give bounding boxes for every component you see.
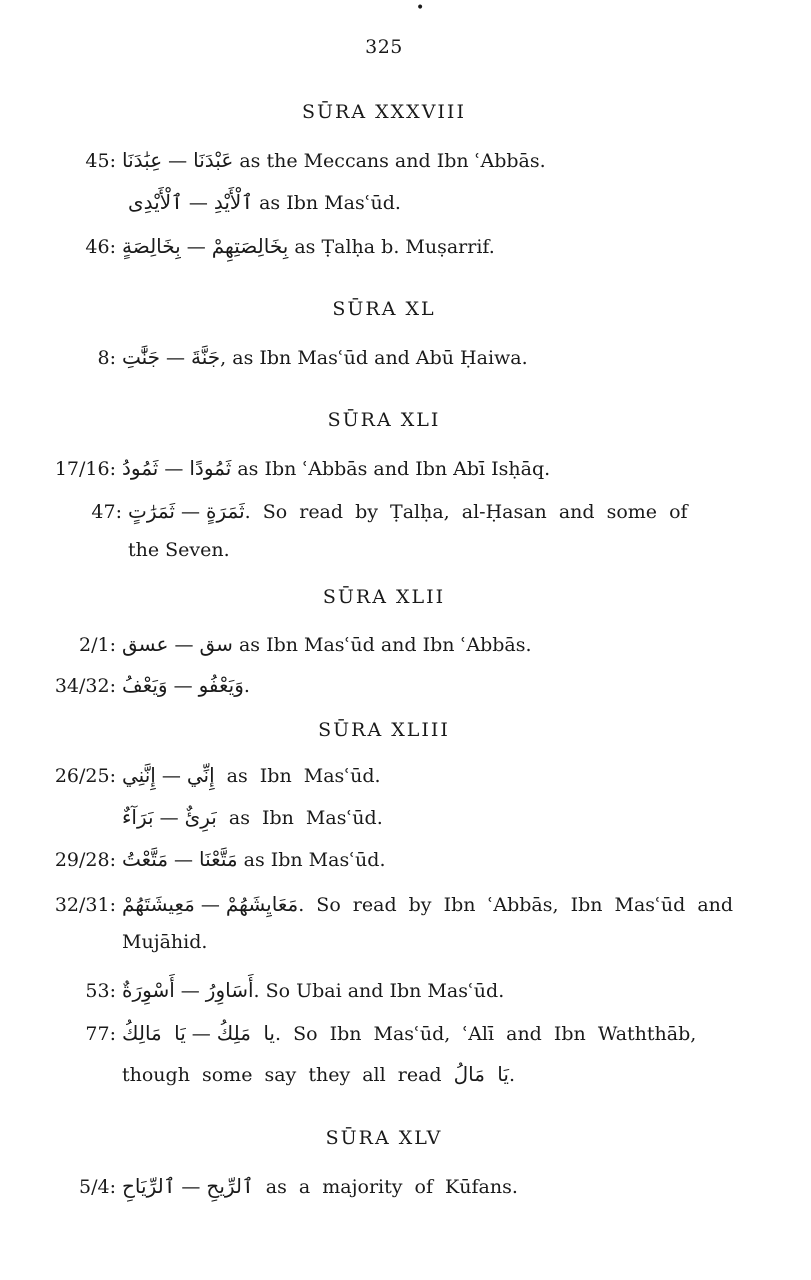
arabic-reading-variant: بِخَالِصَةٍ — [122, 234, 181, 258]
arabic-reading: ثَمُودًا — [189, 456, 232, 480]
arabic-reading: مَعَايِشَهُمْ — [225, 892, 299, 916]
arabic-reading-variant: عِبَٰدَنَا — [122, 148, 163, 172]
entry-line: 77: يَا مَالِكُ — يا مَلِكُ. So Ibn Masʿūd, ʿAlī and Ibn Waththāb, — [40, 1021, 696, 1045]
sura-heading: SŪRA XL — [332, 298, 436, 320]
arabic-reading: ٱلْأَيْدِ — [213, 190, 254, 214]
verse-number: 46: — [85, 236, 116, 258]
entry-line: 46: بِخَالِصَةٍ — بِخَالِصَتِهِمْ as Ṭalḥa b. Muṣarrif. — [40, 234, 495, 258]
arabic-reading-variant: بَرَآءٌ — [122, 805, 154, 829]
sura-heading: SŪRA XXXVIII — [302, 101, 466, 123]
entry-line: ٱلْأَيْدِى — ٱلْأَيْدِ as Ibn Masʿūd. — [128, 190, 401, 214]
continuation-text: though some say they all read — [122, 1064, 442, 1086]
arabic-reading: يا مَلِكُ — [216, 1021, 275, 1045]
verse-number: 32/31: — [54, 894, 116, 916]
entry-line: 8: جَنَّٰتِ — جَنَّةَ, as Ibn Masʿūd and Abū Ḥaiwa. — [40, 345, 528, 369]
arabic-reading-variant: ٱلرِّيَاحِ — [122, 1174, 176, 1198]
verse-number: 34/32: — [54, 675, 116, 697]
verse-number: 53: — [85, 980, 116, 1002]
entry-line: بَرَآءٌ — بَرِئٌ as Ibn Masʿūd. — [122, 805, 383, 829]
entry-line: 17/16: ثَمُودُ — ثَمُودًا as Ibn ʿAbbās and Ibn Abī Isḥāq. — [40, 456, 550, 480]
entry-line: 34/32: وَيَعْفُ — وَيَعْفُو. — [40, 673, 250, 697]
entry-line: 5/4: ٱلرِّيَاحِ — ٱلرِّيحِ as a majority of Kūfans. — [40, 1174, 518, 1198]
entry-note: as Ibn ʿAbbās and Ibn Abī Isḥāq. — [237, 458, 551, 480]
entry-note: as Ibn Masʿūd. — [226, 765, 381, 787]
entry-note: as Ibn Masʿūd. — [228, 807, 383, 829]
entry-note: . So Ubai and Ibn Masʿūd. — [253, 980, 505, 1002]
verse-number: 77: — [85, 1023, 116, 1045]
arabic-reading-variant: وَيَعْفُ — [122, 673, 168, 697]
arabic-reading: بِخَالِصَتِهِمْ — [211, 234, 289, 258]
arabic-reading-variant: أَسْوِرَةٌ — [122, 978, 175, 1002]
entry-line: 32/31: مَعِيشَتَهُمْ — مَعَايِشَهُمْ. So read by Ibn ʿAbbās, Ibn Masʿūd and — [40, 892, 733, 916]
entry-line: 45: عِبَٰدَنَا — عَبْدَنَا as the Meccans and Ibn ʿAbbās. — [40, 148, 546, 172]
entry-note: as Ibn Masʿūd. — [243, 849, 386, 871]
arabic-reading: ٱلرِّيحِ — [206, 1174, 254, 1198]
entry-note: as Ṭalḥa b. Muṣarrif. — [294, 236, 495, 258]
entry-note: . — [243, 675, 250, 697]
sura-heading: SŪRA XLIII — [318, 719, 450, 741]
verse-number: 47: — [91, 501, 122, 523]
entry-line: 29/28: مَتَّعْتُ — مَتَّعْنَا as Ibn Masʿūd. — [40, 847, 386, 871]
entry-note: . So read by Ibn ʿAbbās, Ibn Masʿūd and — [298, 894, 734, 916]
entry-note: , as Ibn Masʿūd and Abū Ḥaiwa. — [220, 347, 528, 369]
entry-note: as Ibn Masʿūd. — [259, 192, 401, 214]
verse-number: 26/25: — [54, 765, 116, 787]
sura-heading: SŪRA XLI — [327, 409, 441, 431]
entry-line: 53: أَسْوِرَةٌ — أَسَاوِرُ. So Ubai and Ibn Masʿūd. — [40, 978, 504, 1002]
continuation-end: . — [508, 1064, 516, 1086]
verse-number: 5/4: — [79, 1176, 116, 1198]
arabic-reading-variant: ثَمُودُ — [122, 456, 159, 480]
entry-note: . So Ibn Masʿūd, ʿAlī and Ibn Waththāb, — [275, 1023, 697, 1045]
entry-line: 26/25: إِنَّنِي — إِنِّي as Ibn Masʿūd. — [40, 763, 381, 787]
verse-number: 29/28: — [54, 849, 116, 871]
entry-line: 47: ثَمَرَٰتٍ — ثَمَرَةٍ. So read by Ṭalḥa, al-Ḥasan and some of — [40, 499, 688, 523]
entry-continuation: Mujāhid. — [122, 931, 208, 953]
entry-note: as Ibn Masʿūd and Ibn ʿAbbās. — [238, 634, 532, 656]
arabic-reading: يَا مَالُ — [453, 1062, 509, 1086]
entry-continuation: the Seven. — [128, 539, 230, 561]
sura-heading: SŪRA XLV — [325, 1127, 443, 1149]
ink-speck: • — [416, 0, 425, 16]
arabic-reading-variant: جَنَّٰتِ — [122, 345, 161, 369]
arabic-reading-variant: ٱلْأَيْدِى — [128, 190, 183, 214]
arabic-reading: عَبْدَنَا — [193, 148, 234, 172]
arabic-reading-variant: يَا مَالِكُ — [122, 1021, 186, 1045]
arabic-reading-variant: مَتَّعْتُ — [122, 847, 169, 871]
arabic-reading: مَتَّعْنَا — [199, 847, 238, 871]
arabic-reading: وَيَعْفُو — [198, 673, 244, 697]
entry-note: . So read by Ṭalḥa, al-Ḥasan and some of — [244, 501, 688, 523]
arabic-reading-variant: ثَمَرَٰتٍ — [128, 499, 175, 523]
arabic-reading: إِنِّي — [186, 763, 215, 787]
verse-number: 45: — [85, 150, 116, 172]
arabic-reading: سق — [199, 632, 233, 656]
entry-note: as the Meccans and Ibn ʿAbbās. — [239, 150, 546, 172]
arabic-reading-variant: إِنَّنِي — [122, 763, 156, 787]
arabic-reading: ثَمَرَةٍ — [206, 499, 245, 523]
verse-number: 17/16: — [54, 458, 116, 480]
arabic-reading: أَسَاوِرُ — [205, 978, 254, 1002]
sura-heading: SŪRA XLII — [322, 586, 446, 608]
arabic-reading: جَنَّةَ — [191, 345, 221, 369]
entry-line: 2/1: عسق — سق as Ibn Masʿūd and Ibn ʿAbbās. — [40, 632, 532, 656]
page-number: 325 — [365, 36, 403, 58]
arabic-reading: بَرِئٌ — [184, 805, 217, 829]
verse-number: 8: — [97, 347, 116, 369]
verse-number: 2/1: — [79, 634, 116, 656]
arabic-reading-variant: عسق — [122, 632, 169, 656]
arabic-reading-variant: مَعِيشَتَهُمْ — [122, 892, 195, 916]
entry-note: as a majority of Kūfans. — [265, 1176, 518, 1198]
entry-continuation — [122, 1062, 515, 1086]
